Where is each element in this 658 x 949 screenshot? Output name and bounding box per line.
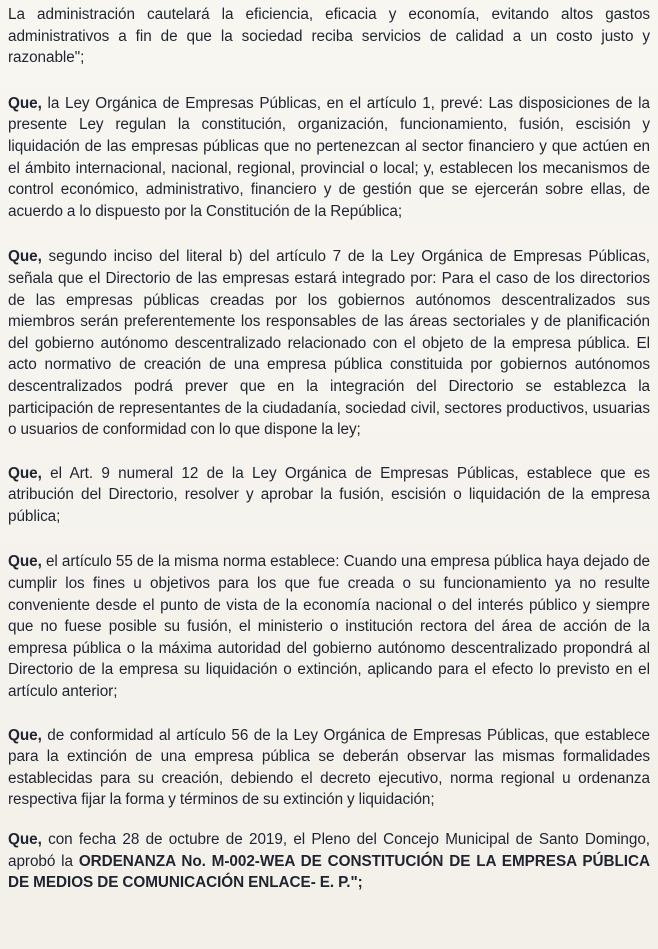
paragraph-3 xyxy=(8,246,650,440)
paragraph-1-text: La administración cautelará la eficiencia, eficacia y economía, evitando altos gastos administrativos a fin de que la sociedad reciba servicios de calidad a un costo justo y razonable"; xyxy=(8,6,650,67)
ordinance-title: ORDENANZA No. M-002-WEA DE CONSTITUCIÓN DE LA EMPRESA PÚBLICA DE MEDIOS DE COMUNICACIÓN ENLACE- E. P."; xyxy=(8,852,650,892)
paragraph-7-lead: Que, xyxy=(8,831,42,848)
paragraph-6 xyxy=(8,725,650,811)
paragraph-7 xyxy=(8,829,650,894)
paragraph-3-lead: Que, xyxy=(8,248,42,266)
paragraph-7-text: con fecha 28 de octubre de 2019, el Pleno del Concejo Municipal de Santo Domingo, aprobó la xyxy=(8,831,650,870)
paragraph-5-text: el artículo 55 de la misma norma establece: Cuando una empresa pública haya dejado de cumplir los fines u objetivos para los que fue creada o su funcionamiento ya no resulte conveniente desde el punto de vista de la economía nacional o del interés público y siempre que no fuese posible su fusión, el ministerio o institución rectora del área de acción de la empresa pública o la máxima autoridad del gobierno autónomo descentralizado propondrá al Directorio de la empresa su liquidación o extinción, aplicando para el efecto lo previsto en el artículo anterior; xyxy=(8,553,650,701)
paragraph-4-text: el Art. 9 numeral 12 de la Ley Orgánica de Empresas Públicas, establece que es atribución del Directorio, resolver y aprobar la fusión, escisión o liquidación de la empresa pública; xyxy=(8,464,650,525)
paragraph-4-lead: Que, xyxy=(8,464,42,482)
paragraph-4 xyxy=(8,463,650,528)
paragraph-3-text: segundo inciso del literal b) del artículo 7 de la Ley Orgánica de Empresas Públicas, señala que el Directorio de las empresas estará integrado por: Para el caso de los directorios de las empresas públicas creadas por los gobiernos autónomos descentralizados sus miembros serán preferentemente los responsables de las áreas sectoriales y de planificación del gobierno autónomo descentralizado relacionado con el objeto de la empresa pública. El acto normativo de creación de una empresa pública constituida por gobiernos autónomos descentralizados podrá prever que en la integración del Directorio se establezca la participación de representantes de la ciudadanía, sociedad civil, sectores productivos, usuarias o usuarios de conformidad con lo que dispone la ley; xyxy=(8,248,650,439)
paragraph-1 xyxy=(8,4,650,69)
paragraph-2-lead: Que, xyxy=(8,94,42,112)
paragraph-2 xyxy=(8,93,650,223)
paragraph-2-text: la Ley Orgánica de Empresas Públicas, en el artículo 1, prevé: Las disposiciones de la presente Ley regulan la constitución, organización, funcionamiento, fusión, escisión y liquidación de las empresas públicas que no pertenezcan al sector financiero y que actúen en el ámbito internacional, nacional, regional, provincial o local; y, establecen los mecanismos de control económico, administrativo, financiero y de gestión que se ejercerán sobre ellas, de acuerdo a lo dispuesto por la Constitución de la República; xyxy=(8,94,650,220)
paragraph-6-text: de conformidad al artículo 56 de la Ley Orgánica de Empresas Públicas, que establece para la extinción de una empresa pública se deberán observar las mismas formalidades establecidas para su creación, debiendo el decreto ejecutivo, norma regional u ordenanza respectiva fijar la forma y términos de su extinción y liquidación; xyxy=(8,726,650,809)
paragraph-6-lead: Que, xyxy=(8,726,42,744)
paragraph-5 xyxy=(8,551,650,702)
paragraph-5-lead: Que, xyxy=(8,553,42,571)
